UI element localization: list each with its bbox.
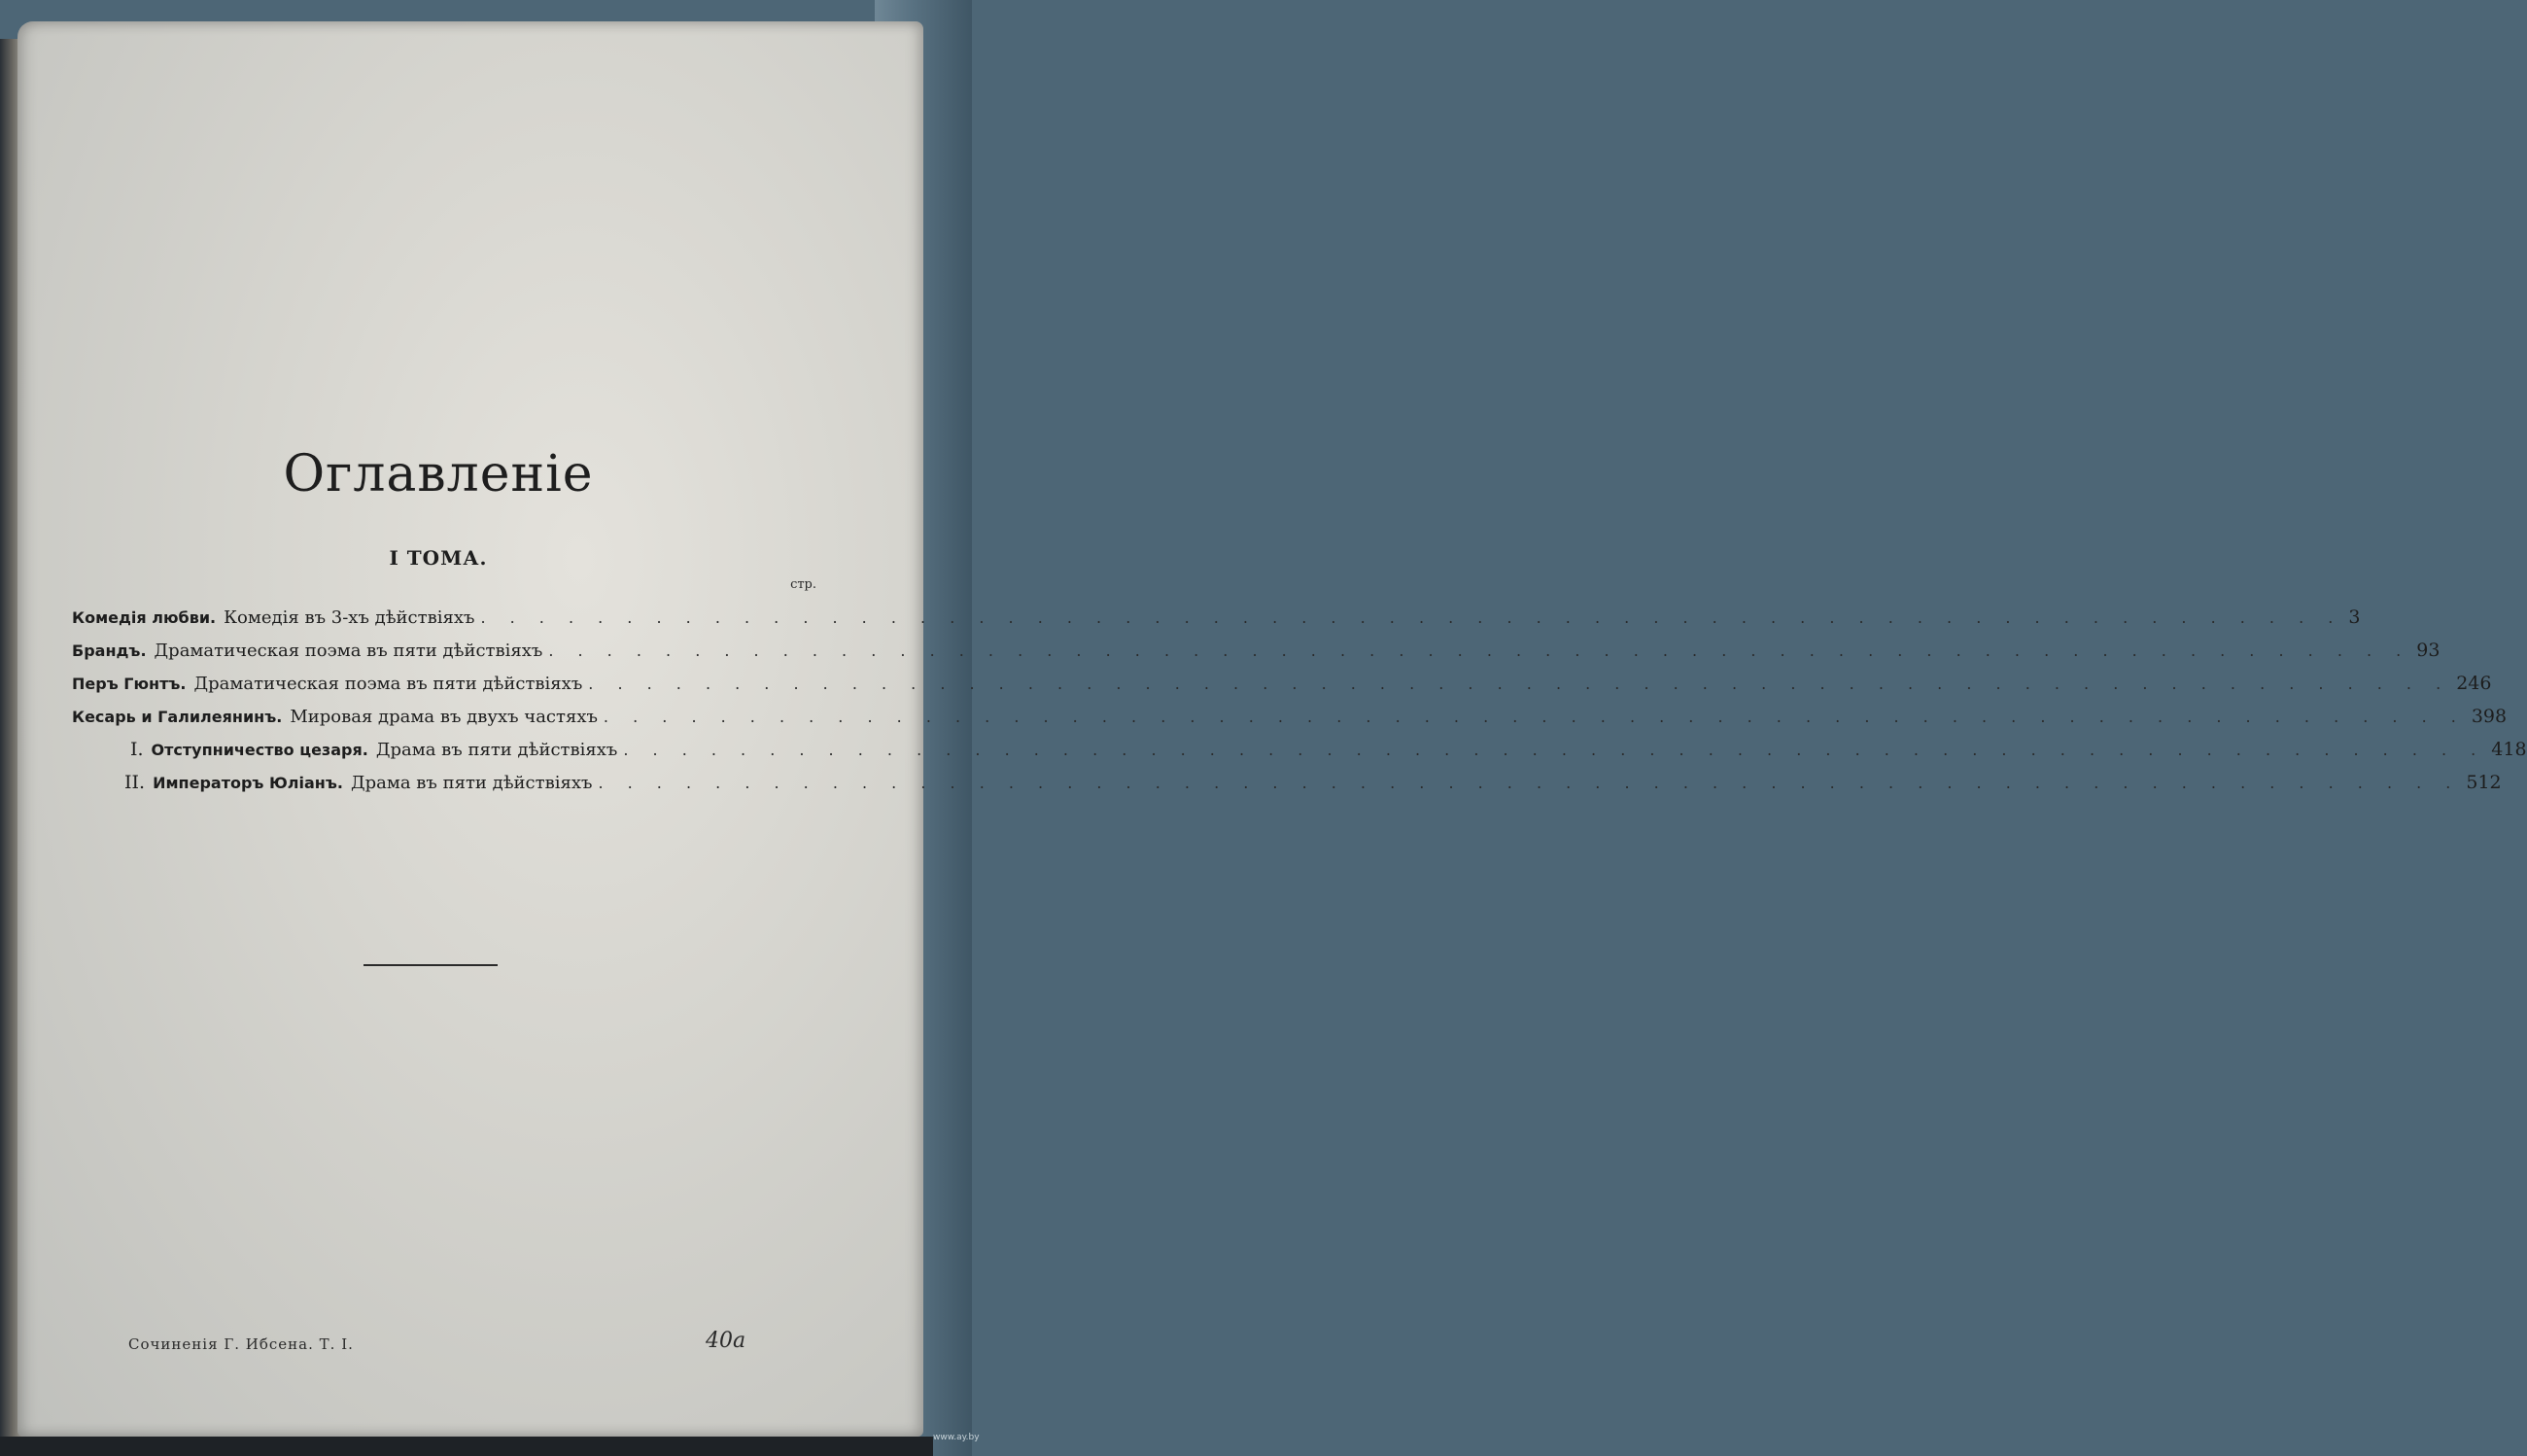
work-title: Императоръ Юліанъ. bbox=[153, 774, 343, 792]
page-number: 93 bbox=[2416, 640, 2440, 661]
page-number: 418 bbox=[2491, 739, 2527, 760]
work-title: Брандъ. bbox=[72, 641, 147, 660]
sheet-mark-text: 40а bbox=[706, 1329, 746, 1353]
work-description: Драматическая поэма въ пяти дѣйствіяхъ bbox=[154, 641, 543, 661]
table-of-contents bbox=[72, 607, 2527, 805]
dot-leader bbox=[598, 774, 2460, 792]
work-description: Комедія въ 3-хъ дѣйствіяхъ bbox=[224, 607, 475, 628]
page-number: 3 bbox=[2348, 607, 2361, 628]
volume-subtitle: I ТОМА. bbox=[389, 546, 488, 570]
work-description: Драма въ пяти дѣйствіяхъ bbox=[350, 773, 593, 793]
page-title: Оглавленіе bbox=[283, 445, 594, 503]
dot-leader bbox=[480, 608, 2342, 627]
toc-subentry bbox=[72, 739, 2527, 772]
toc-entry bbox=[72, 673, 2492, 706]
separator-rule bbox=[363, 964, 498, 966]
toc-entry bbox=[72, 706, 2508, 739]
toc-entry bbox=[72, 640, 2440, 673]
page-number: 512 bbox=[2466, 772, 2502, 793]
work-description: Драматическая поэма въ пяти дѣйствіяхъ bbox=[193, 674, 583, 694]
work-title: Комедія любви. bbox=[72, 608, 217, 627]
page-column-label: стр. bbox=[790, 577, 816, 592]
book-bottom-edge bbox=[0, 1437, 933, 1456]
dot-leader bbox=[604, 708, 2466, 726]
dot-leader bbox=[588, 675, 2450, 693]
sheet-mark bbox=[706, 1329, 745, 1353]
site-watermark: www.ay.by bbox=[933, 1433, 980, 1442]
work-title: Отступничество цезаря. bbox=[151, 741, 368, 759]
dot-leader bbox=[623, 741, 2485, 759]
work-description: Драма въ пяти дѣйствіяхъ bbox=[375, 740, 618, 760]
book-page bbox=[17, 21, 2527, 1437]
page-number: 246 bbox=[2456, 673, 2492, 694]
toc-subentry bbox=[72, 772, 2502, 805]
work-title: Перъ Гюнтъ. bbox=[72, 675, 187, 693]
part-number: I. bbox=[130, 739, 144, 760]
work-title: Кесарь и Галилеянинъ. bbox=[72, 708, 283, 726]
work-description: Мировая драма въ двухъ частяхъ bbox=[290, 707, 598, 727]
signature-mark: Сочиненія Г. Ибсена. Т. I. bbox=[128, 1335, 354, 1353]
part-number: II. bbox=[124, 772, 146, 793]
dot-leader bbox=[548, 641, 2410, 660]
toc-entry bbox=[72, 607, 2361, 640]
page-number: 398 bbox=[2471, 706, 2508, 727]
